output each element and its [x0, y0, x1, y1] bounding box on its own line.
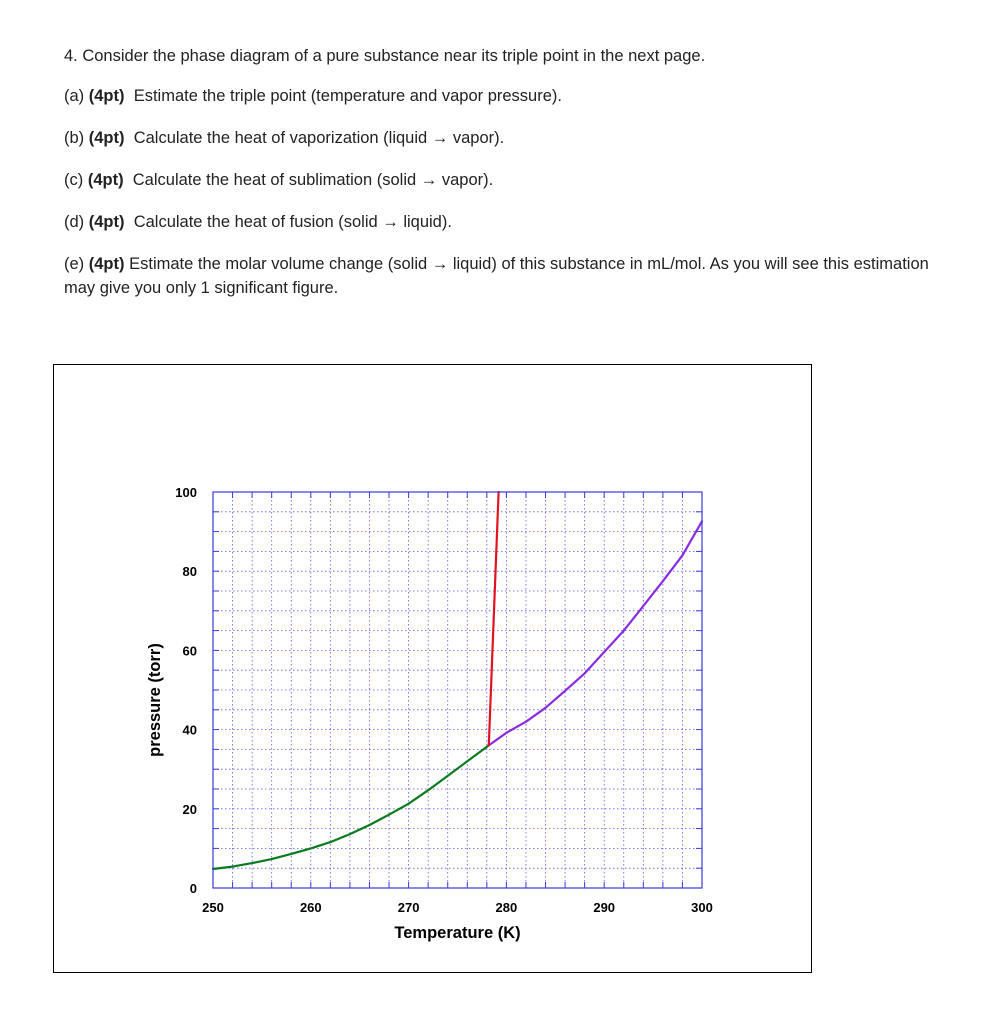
x-tick-label: 260 — [299, 900, 322, 915]
y-tick-label: 20 — [182, 801, 197, 817]
part-label: (d) — [64, 213, 85, 231]
part-text: Calculate the heat of fusion (solid → liquid). — [133, 213, 452, 231]
y-tick-label: 60 — [182, 643, 197, 659]
part-label: (b) — [64, 129, 85, 147]
part-text: Calculate the heat of vaporization (liquid → vapor). — [133, 129, 505, 147]
part-text: Calculate the heat of sublimation (solid → vapor). — [132, 171, 494, 189]
y-tick-label: 100 — [175, 485, 197, 500]
part-text: Estimate the molar volume change (solid → liquid) of this substance in mL/mol. As you will see this estimation may give you only 1 significant figure. — [64, 255, 929, 297]
y-axis-title: pressure (torr) — [146, 643, 164, 757]
tick-labels — [175, 485, 713, 915]
phase-curves — [213, 492, 702, 869]
y-tick-label: 0 — [189, 881, 197, 896]
x-tick-label: 270 — [397, 900, 420, 915]
part-points: (4pt) — [88, 129, 125, 147]
series-line-0 — [213, 745, 489, 869]
part-points: (4pt) — [88, 255, 125, 273]
series-line-2 — [489, 492, 499, 745]
x-tick-label: 280 — [495, 900, 518, 915]
part-label: (e) — [64, 255, 85, 273]
part-label: (c) — [64, 171, 84, 189]
y-tick-label: 80 — [182, 564, 197, 580]
part-points: (4pt) — [87, 171, 124, 189]
x-tick-label: 300 — [691, 900, 713, 915]
y-tick-label: 40 — [182, 722, 197, 738]
series-line-1 — [489, 521, 702, 745]
x-tick-label: 290 — [593, 900, 616, 915]
part-text: Estimate the triple point (temperature and vapor pressure). — [133, 87, 562, 105]
part-label: (a) — [64, 87, 85, 105]
part-points: (4pt) — [88, 213, 125, 231]
grid — [213, 492, 702, 888]
x-axis-title: Temperature (K) — [394, 924, 521, 942]
part-points: (4pt) — [88, 87, 125, 105]
x-tick-label: 250 — [202, 900, 224, 915]
question-intro: 4. Consider the phase diagram of a pure substance near its triple point in the next page. — [64, 47, 706, 65]
